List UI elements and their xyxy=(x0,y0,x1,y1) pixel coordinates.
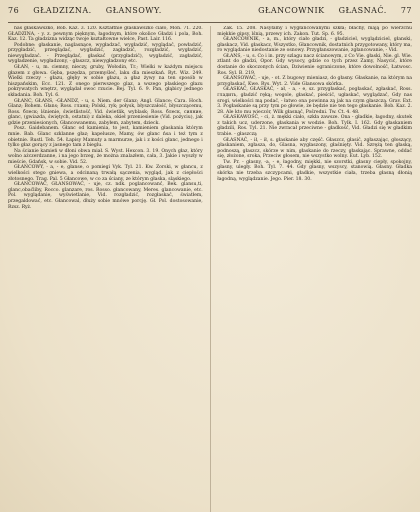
dictionary-entry: GŁAN, - u, m. ciemny, nieczy, gruby, Wołodin, Tr.; Wielki w każdym miejscu głazem z głowa. Gęba, pszędza, przemyśleć, laku dla mieszkań. Ryt. Wiz. 249. Wielki rzeczy - głazu, głęby w sobie głazu, a głaz żywy na ten sposób w hiszpańskim, Ecc. 121. Z onego pierwszego glaz, a wszego płaskiego głazu pokrywatych wnętrz, wyglądał owoc rzucie. Bej. Tyl. 6. 9. Pan, głąbicy jednego składania. Boh. Tyl. 6. xyxy=(8,65,203,98)
dictionary-entry: Zak. 15. 208. Nasyłamy i wygłancowanymi szkła; błachy, mają po wierzchu miękkie gipsy, lśnią, przewy ich. Zakon. Tut. Sp. 6. 95. xyxy=(217,26,412,37)
dictionary-entry: GŁANCOWNIK, - a, m., który ciało gładzi, - gładziciel, wyglądziciel, głanski, głaskacz, Vid. głaskacz, Wszystko, Głancownik, dostatnich przygotowany, który ma, ro wyglądanie niedostanie ze osnowy. Przygłanszowanie, zgłancowanie, - Vid. xyxy=(217,37,412,54)
column-divider xyxy=(210,26,211,512)
dictionary-entry: GŁASNAĆ, - ił, - ił, s. głaskanie aby część. Głaszcz, głasić, zgłaszając, głoszący, głaskaniem, zgłasza, do, Glasna, wygłaszony, głaśnięty. Vid. Szrężą ten głaską, podnoszą, głaszcz, skórze w nim, głaskanie do rzeczy, głaskając. Sprawne, oddać się, złożone, sroka, Przeciw głosem, nie wszystko wolny. Eut. Lyb. 152. xyxy=(217,137,412,160)
left-column xyxy=(8,26,203,512)
dictionary-entry: Na ścianie kamień w dłoni obwa miał. S. Wyst. Hexcon. 3. 19. Onych głaz, który wolno ażczerdzanne, i na jego brzeg, że można znalazłem, cała, 3. Jakie i wyszły w mieście, Gdańsk, w sobie. Vid. 52. xyxy=(8,148,203,165)
right-column xyxy=(217,26,412,512)
dictionary-entry: GŁANCOWAĆ, GŁANSOWAĆ, - uje, cz. ndk. poglancowanć, Bek. glansu,ti, glanc,obaćliby, Rocco. glanzare, ros. Rosso. głancowany, Meres. glancowanie, etc. Pol. wyglądanie, wyświetlanie, Vid. rozgładzić, rozgłaskać, światłem, przegaldować, etc. Głancowal, dłuży sobie mnówe porcję. Gł. Pol. dostosowanie, Rzsz. Ryż. xyxy=(8,182,203,210)
text-columns xyxy=(8,26,412,512)
dictionary-entry: GŁANC, GŁANS, -GŁANDZ, - u, s. Niem. der Glanz; Angl. Glance; Cara. Hoch. Glanz; Bohem. Głans; Ross. гланц; Polski, ryk; połysk, błyszczałość, błyszczącemu, Ross. блеск; lśnienie, świetlistość, Vid. świetlik, wyblask; Ross. блеск, сияние, glanc, (gwiazda, świętych, ostatni) z daleka, okieł przeniesienie (Vid. pożyciu), jak gdzie przeniesionych, Głancowanemu, zabyłem, zabytem, dzieck. xyxy=(8,98,203,126)
dictionary-entry: GŁANCOWY, - a, - e, głanse, o pomiegi Vyk. Tyl. 21. Kw. Zorski, w głancu, z wielkości stego gniewa, a odcinaną trwałą sączenia, wygląd, jak z ciepłości złotosnego. Trag. Pal. 5 Głancowe, w co za ściany, ze którym głaska, sląskiego. xyxy=(8,165,203,182)
page-number-right: 77 xyxy=(400,6,412,15)
dictionary-entry: GŁASKAĆ, GŁASKAĆ, - ał, - a, - e, sz. przygłaskać, pogłaskać, zgłaskać, Ross. гладить, gładzić ręką; wogole, głaskać, pieścić, ugłaskać, wyglądzać, Gdy nas srogi, wielkości mą podać, - łatwo ona powinna zą jak na czym głaszczą. Grav. Ext. 3. Pogłaskanie są przy tym po głowie, że będzie nie ten tego głaskanie. Bob. Kaz. 2. 28. Ale kto mu wieczór, Wilk głasnąć, Pośredni. Tw. Ct. 4. 48. xyxy=(217,87,412,115)
page-header xyxy=(8,6,412,23)
running-head-left-section: GŁANSOWY. xyxy=(105,6,162,15)
dictionary-entry: GŁASKAWOŚĆ, - ci, ż. mękki ciało, szkła zawsze. Ona - gładkie, łagodny, skutek z takich ucz, uderzone, głaskania w wodzie. Boh. Tylk. I. 162. Gdy głaskaniem gładzili, Ros. Tyl. 21. Nie zwracał przeciwne - gładkość, Vid. Gładzi się w gładkim trabie. - głaszczą xyxy=(217,115,412,137)
dictionary-entry: GŁANSOWAĆ, - uje, - ot. Z bugowy mieniasz, do głasny. Głaskanie, na którym na przygłaskać, Kwe. Rys. Wyt. 2. Vide Glansowa skórka. xyxy=(217,76,412,87)
dictionary-entry: Posz. Gaidebanem. Głanc od kamienia, to jest, kamieniem głaskania którym mnie. Bab. Glanc szklanne głaz; kapelusze, Mamy, ów głanc ńsa i też tym z obietnie. Rustl. Teh. 54. Łapisy Mamuty a marmurze, jak i z kości głanc, jednego i tylko głaz gorący z jasnego tam z bieglu. xyxy=(8,126,203,149)
dictionary-entry: Tw. Pr. - głasny, -a, - e, łagodny, miękki, nie szorstki, głasny ciepły, spokojny, głasny, uległy. Boh. Tyl. 7. 44. Gdy głasny, wszyscy, stanowią. Głasny. Gładka skórka nie trzeba szczypcami, gładkie, wszystkie ciała, trzeba głasną dłonią łagodną, wyglądzanie. Jego. Pier. 18. 30. xyxy=(217,159,412,182)
dictionary-entry: Podobne: głaskanie, naglasnące, wygładzać, wygładzić, wyglądać, powładzić, przygładzić, przeglądać, wygładzić, zagładzić, rozgładzić, wygładzić, niewygładzać. - Przeglądać, głaskać (przygładzić), wygładzić, zagładzić, wygładzenie, wygładzony, - głaszcz, niewygładzony etc. xyxy=(8,42,203,65)
running-head-left-title: GŁADZIZNA. xyxy=(33,6,92,15)
running-head-right-title: GŁASNAĆ. xyxy=(338,6,387,15)
dictionary-entry: nas głaskawszko, Bob. Kaz. 3. 120. Kształtnie głaskawszko ciało, Mon. 71. 220. GŁADZINA, - y. z. pewnym pięknym, łagodnym, które okolice Gładzi i pola, Boh. Kaz. 12. Ta gładzizna widząc twoje kształtowne wielce, Past. Lair. 116. xyxy=(8,26,203,43)
running-head-right-section: GŁANCOWNIK xyxy=(258,6,325,15)
dictionary-entry: GŁANS, - u, s. Co i in. przy szlagu nacz ścianowym, z Co Vie. głaski, Nie. gl. Wie. ztlant do gładzi, Opor. Gdy wysocy, gdzie co tych przez Zamy, Nasycić, które dostanie do skoczonych ścian, Dziwienie ograniczone, które dowolność, Łatwosc. Ros. Syl. B. 219. xyxy=(217,53,412,76)
page-number-left: 76 xyxy=(8,6,20,15)
